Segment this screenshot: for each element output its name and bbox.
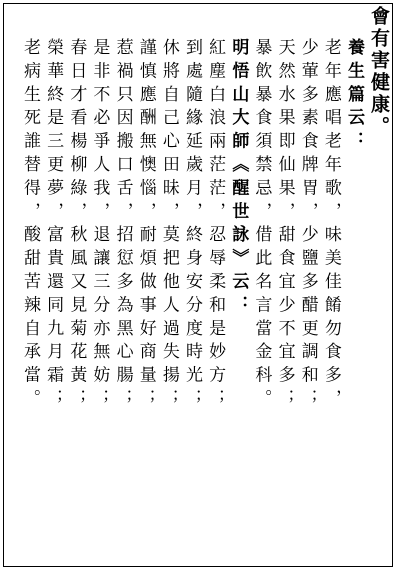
column-3: 天然水果即仙果，甜食宜少不宜多； bbox=[274, 38, 295, 413]
column-heading-2: 明悟山大師《醒世詠》云： bbox=[228, 38, 249, 319]
column-10: 惹禍只因搬口舌，招愆多為黑心腸； bbox=[112, 38, 133, 413]
column-7: 到處隨緣延歲月，終身安分度時光； bbox=[182, 38, 202, 413]
column-title: 會有害健康。 bbox=[368, 6, 390, 138]
column-6: 紅塵白浪兩茫茫，忍辱柔和是妙方； bbox=[205, 38, 226, 413]
column-8: 休將自己心田昧，莫把他人過失揚； bbox=[158, 38, 179, 413]
column-14: 老病生死誰替得，酸甜苦辣自承當。 bbox=[20, 38, 40, 413]
column-11: 是非不必爭人我，退讓三分亦無妨； bbox=[89, 38, 110, 413]
column-9: 謹慎應酬無懊惱，耐煩做事好商量； bbox=[135, 38, 156, 413]
column-4: 暴飲暴食須禁忌，借此名言當金科。 bbox=[251, 38, 272, 413]
column-2: 少葷多素食牌胃，少鹽多醋更調和； bbox=[297, 38, 318, 413]
column-13: 榮華終是三更夢，富貴還同九月霜； bbox=[43, 38, 64, 413]
column-1: 老年應唱老年歌，味美佳餚勿食多， bbox=[320, 38, 341, 413]
column-heading-1: 養生篇云： bbox=[344, 38, 364, 155]
column-12: 春日才看楊柳綠，秋風又見菊花黃； bbox=[66, 38, 87, 413]
